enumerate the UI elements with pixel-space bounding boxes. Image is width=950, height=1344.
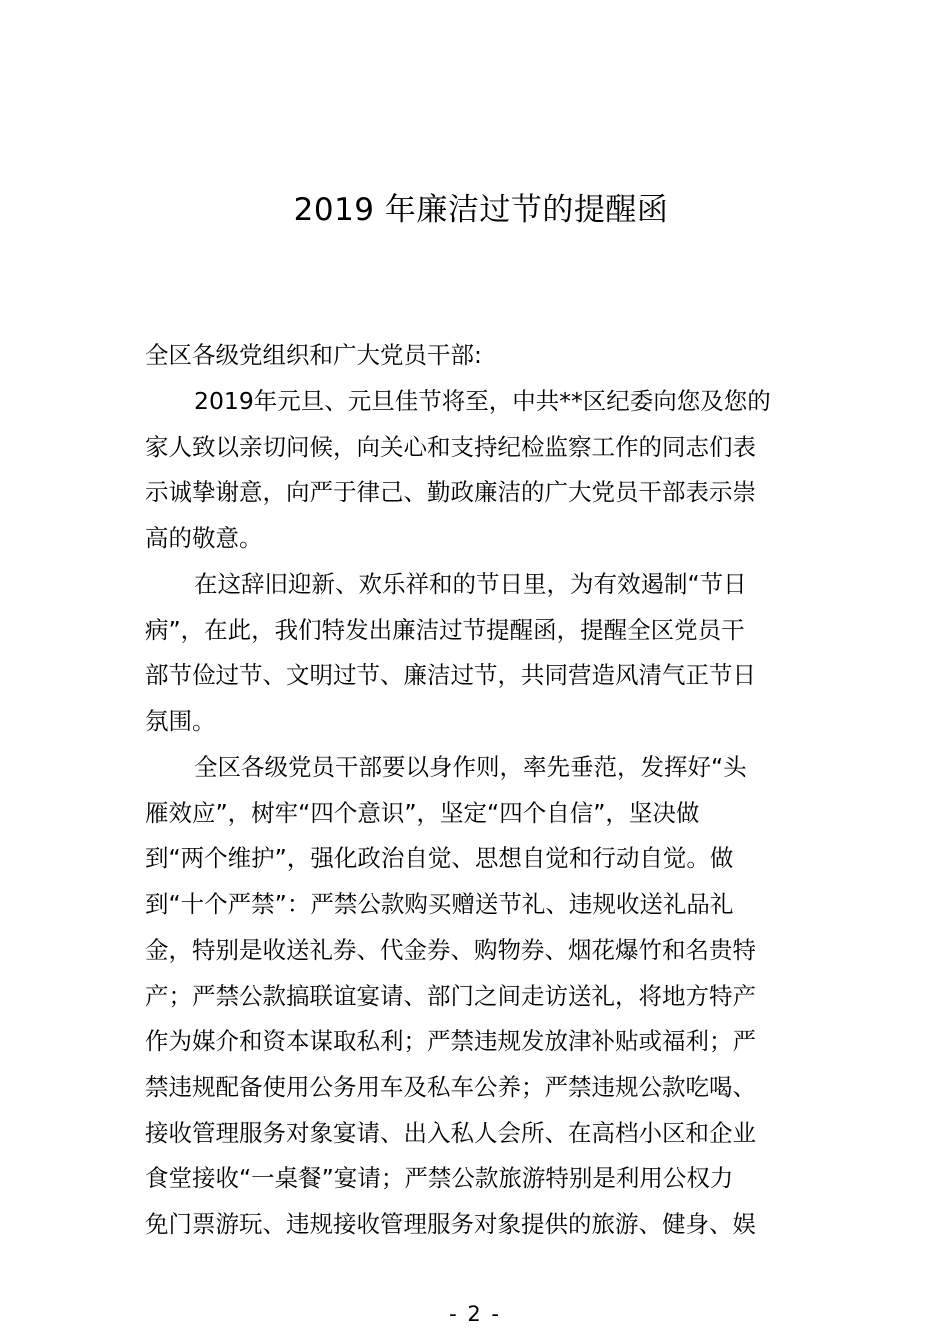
paragraph-line: 病”，在此，我们特发出廉洁过节提醒函，提醒全区党员干 [145,615,745,644]
paragraph-line: 部节俭过节、文明过节、廉洁过节，共同营造风清气正节日 [145,661,756,690]
paragraph-line: 氛围。 [145,707,216,736]
paragraph-line: 高的敬意。 [145,524,263,553]
paragraph-line: 示诚挚谢意，向严于律己、勤政廉洁的广大党员干部表示崇 [145,478,756,507]
paragraph-line: 免门票游玩、违规接收管理服务对象提供的旅游、健身、娱 [145,1210,756,1239]
paragraph-line: 作为媒介和资本谋取私利；严禁违规发放津补贴或福利；严 [145,1027,756,1056]
paragraph-line: 2019年元旦、元旦佳节将至，中共**区纪委向您及您的 [194,387,771,415]
paragraph-requirements [145,745,810,1248]
paragraph-line: 接收管理服务对象宴请、出入私人会所、在高档小区和企业 [145,1118,756,1147]
paragraph-line: 雁效应”，树牢“四个意识”，坚定“四个自信”，坚决做 [145,798,700,827]
paragraph-line: 家人致以亲切问候，向关心和支持纪检监察工作的同志们表 [145,432,756,461]
document-title: 2019 年廉洁过节的提醒函 [293,192,669,228]
paragraph-line: 产；严禁公款搞联谊宴请、部门之间走访送礼，将地方特产 [145,981,756,1010]
page-number: - 2 - [449,1302,501,1326]
paragraph-greeting [145,379,810,562]
paragraph-line: 到“两个维护”，强化政治自觉、思想自觉和行动自觉。做 [145,844,734,873]
paragraph-line: 在这辞旧迎新、欢乐祥和的节日里，为有效遏制“节日 [194,570,747,598]
paragraph-line: 禁违规配备使用公务用车及私车公养；严禁违规公款吃喝、 [145,1072,756,1101]
paragraph-line: 金，特别是收送礼券、代金券、购物券、烟花爆竹和名贵特 [145,935,756,964]
paragraph-purpose [145,562,810,745]
salutation: 全区各级党组织和广大党员干部: [145,341,482,369]
paragraph-line: 食堂接收“一桌餐”宴请；严禁公款旅游特别是利用公权力 [145,1164,734,1193]
paragraph-line: 全区各级党员干部要以身作则，率先垂范，发挥好“头 [194,753,747,781]
paragraph-line: 到“十个严禁”：严禁公款购买赠送节礼、违规收送礼品礼 [145,890,734,919]
